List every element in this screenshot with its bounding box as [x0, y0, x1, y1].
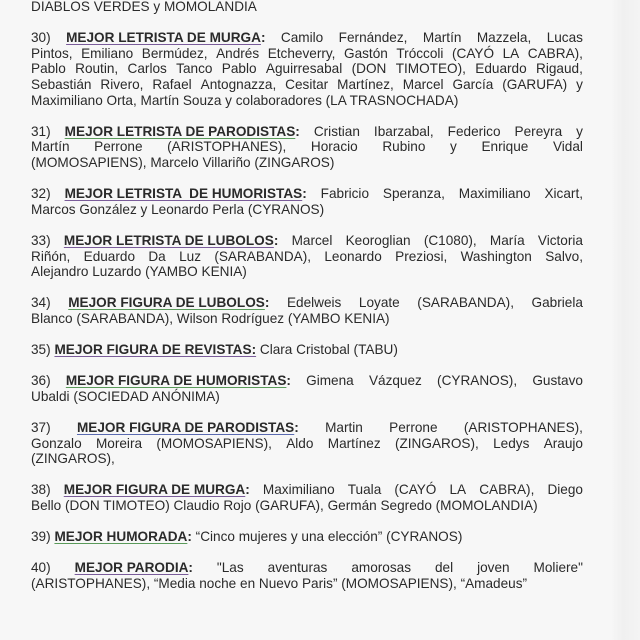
- word: Pablo: [31, 61, 66, 77]
- word: (MOMOSAPIENS),: [156, 435, 272, 451]
- entry-number: 36): [31, 373, 51, 389]
- word: y: [576, 123, 583, 139]
- entry-number: 32): [31, 186, 51, 202]
- word: Moliere": [533, 560, 583, 576]
- award-entry: [31, 342, 583, 358]
- word: LA: [502, 45, 520, 61]
- entry-nominees: “Cinco mujeres y una elección” (CYRANOS): [195, 529, 463, 545]
- word: del: [434, 560, 454, 576]
- word: Edelweis: [286, 295, 342, 311]
- entry-line: [31, 139, 583, 155]
- word: Etcheverry,: [267, 45, 336, 61]
- entry-nominees: Clara Cristobal (TABU): [259, 342, 398, 358]
- entry-first-line: [31, 124, 583, 140]
- word: Gimena: [306, 373, 354, 389]
- word: Enrique: [481, 139, 529, 155]
- document-page: [31, 0, 583, 592]
- word: Carlos: [127, 61, 167, 77]
- award-entry: [31, 124, 583, 171]
- entry-number: 38): [31, 482, 51, 498]
- word: Pintos,: [31, 45, 73, 61]
- award-entry: [31, 233, 583, 280]
- awards-list: [31, 30, 583, 591]
- entry-colon: :: [264, 295, 270, 311]
- entry-category-title: MEJOR LETRISTA DE HUMORISTAS: [64, 186, 303, 202]
- word: Gabriela: [531, 295, 583, 311]
- entry-first-line: [31, 373, 583, 389]
- word: Eduardo: [83, 248, 136, 264]
- word: Loyate: [358, 295, 400, 311]
- scan-shadow: [612, 0, 640, 640]
- word: Cristian: [313, 123, 360, 139]
- word: Fabricio: [320, 186, 370, 202]
- award-entry: [31, 529, 583, 545]
- entry-number: 39): [31, 529, 51, 545]
- entry-category-title: MEJOR FIGURA DE MURGA: [63, 482, 246, 498]
- entry-category-title: MEJOR LETRISTA DE PARODISTAS: [64, 123, 296, 139]
- word: Maximiliano: [458, 186, 531, 202]
- word: Vázquez: [368, 373, 422, 389]
- word: Lucas: [546, 30, 583, 46]
- entry-line: Alejandro Luzardo (YAMBO KENIA): [31, 264, 247, 280]
- word: (CYRANOS),: [437, 373, 518, 389]
- entry-line: (MOMOSAPIENS), Marcelo Villariño (ZINGAROS): [31, 154, 335, 170]
- entry-line: (ARISTOPHANES), “Media noche en Nuevo Paris” (MOMOSAPIENS), “Amadeus”: [31, 575, 528, 591]
- word: Martín: [31, 139, 70, 155]
- word: Martínez,: [337, 76, 394, 92]
- word: Leonardo: [324, 248, 382, 264]
- entry-first-line: [31, 482, 583, 498]
- word: Speranza,: [382, 186, 445, 202]
- word: Diego: [547, 482, 583, 498]
- word: "Las: [216, 560, 244, 576]
- word: (SARABANDA),: [417, 295, 514, 311]
- entry-first-line: [31, 295, 583, 311]
- entry-colon: :: [302, 186, 307, 202]
- word: amorosas: [351, 560, 411, 576]
- intro-line: DIABLOS VERDES y MOMOLANDIA: [31, 0, 257, 14]
- word: (ZINGAROS),: [394, 435, 479, 451]
- word: Salvo,: [545, 248, 583, 264]
- award-entry: [31, 30, 583, 108]
- word: Rafael: [152, 76, 192, 92]
- word: Mazzela,: [476, 30, 532, 46]
- entry-colon: :: [260, 30, 266, 46]
- award-entry: [31, 186, 583, 217]
- word: Eduardo: [475, 61, 527, 77]
- word: Horacio: [310, 139, 358, 155]
- word: Aldo: [286, 435, 314, 451]
- entry-category-title: MEJOR FIGURA DE PARODISTAS: [76, 420, 295, 436]
- entry-colon: :: [294, 420, 299, 436]
- entry-category-title: MEJOR HUMORADA: [54, 529, 188, 545]
- word: Martin: [325, 420, 363, 436]
- word: Riñón,: [31, 248, 71, 264]
- entry-first-line: [31, 529, 583, 545]
- entry-line: Maximiliano Orta, Martín Souza y colaboradores (LA TRASNOCHADA): [31, 92, 459, 108]
- entry-category-title: MEJOR LETRISTA DE LUBOLOS: [63, 232, 274, 248]
- entry-first-line: [31, 186, 583, 202]
- word: Pablo: [221, 61, 257, 77]
- word: Marcel: [291, 232, 333, 248]
- award-entry: [31, 295, 583, 326]
- word: Maximiliano: [262, 482, 335, 498]
- word: (CAYÓ: [394, 482, 437, 498]
- entry-line: Bello (DON TIMOTEO) Claudio Rojo (GARUFA), Germán Segredo (MOMOLANDIA): [31, 498, 538, 513]
- entry-first-line: [31, 233, 583, 249]
- entry-category-title: MEJOR FIGURA DE LUBOLOS: [68, 295, 265, 311]
- word: (SARABANDA),: [214, 248, 312, 264]
- word: LA: [449, 482, 467, 498]
- word: Marcel: [402, 76, 444, 92]
- entry-colon: :: [286, 373, 291, 389]
- word: Gustavo: [532, 373, 583, 389]
- word: Tuala: [347, 482, 382, 498]
- entry-line: Blanco (SARABANDA), Wilson Rodríguez (YAMBO KENIA): [31, 310, 390, 326]
- entry-colon: :: [295, 123, 300, 139]
- entry-number: 35): [31, 342, 51, 358]
- word: Bermúdez,: [141, 45, 208, 61]
- word: (ARISTOPHANES),: [463, 420, 583, 436]
- word: Andrés: [216, 45, 260, 61]
- word: Fernández,: [338, 30, 408, 46]
- entry-line: Marcos González y Leonardo Perla (CYRANOS): [31, 201, 325, 217]
- entry-line: Ubaldi (SOCIEDAD ANÓNIMA): [31, 388, 220, 404]
- entry-number: 37): [31, 420, 51, 436]
- word: Antognazza,: [200, 76, 277, 92]
- word: Ledys: [493, 435, 530, 451]
- word: García: [452, 76, 494, 92]
- entry-colon: :: [188, 560, 193, 576]
- word: (ARISTOPHANES),: [167, 139, 287, 155]
- word: Preziosi,: [395, 248, 448, 264]
- word: TIMOTEO),: [395, 61, 466, 77]
- word: Gastón: [344, 45, 388, 61]
- word: Aguirresabal: [265, 61, 343, 77]
- word: Sebastián: [31, 76, 92, 92]
- entry-category-title: MEJOR FIGURA DE REVISTAS:: [54, 342, 257, 358]
- entry-line: (ZINGAROS),: [31, 451, 115, 467]
- award-entry: [31, 482, 583, 513]
- award-entry: [31, 420, 583, 467]
- word: Gonzalo: [31, 435, 82, 451]
- word: Martínez: [327, 435, 381, 451]
- entry-colon: :: [245, 482, 250, 498]
- entry-line: [31, 249, 583, 265]
- word: Camilo: [280, 30, 324, 46]
- word: Rivero,: [100, 76, 144, 92]
- word: joven: [477, 560, 510, 576]
- word: aventuras: [267, 560, 328, 576]
- word: Araujo: [543, 435, 583, 451]
- word: Routin,: [75, 61, 119, 77]
- word: Moreira: [95, 435, 143, 451]
- word: Da: [148, 248, 166, 264]
- entry-colon: :: [187, 529, 192, 545]
- entry-first-line: [31, 30, 583, 46]
- word: CABRA),: [527, 45, 583, 61]
- word: Cesitar: [285, 76, 329, 92]
- word: María: [489, 232, 525, 248]
- entry-category-title: MEJOR FIGURA DE HUMORISTAS: [65, 373, 287, 389]
- word: Keoroglian: [345, 232, 411, 248]
- entry-line: [31, 77, 583, 93]
- word: Ibarzabal,: [373, 123, 434, 139]
- entry-category-title: MEJOR LETRISTA DE MURGA: [66, 30, 261, 46]
- entry-category-title: MEJOR PARODIA: [74, 560, 189, 576]
- word: CABRA),: [479, 482, 535, 498]
- entry-number: 33): [31, 232, 51, 248]
- word: Victoria: [537, 232, 583, 248]
- word: Rigaud,: [536, 61, 583, 77]
- entry-number: 31): [31, 123, 51, 139]
- word: (C1080),: [423, 232, 477, 248]
- award-entry: [31, 373, 583, 404]
- word: y: [576, 76, 583, 92]
- word: Federico: [447, 123, 501, 139]
- entry-number: 34): [31, 295, 51, 311]
- word: Perrone: [94, 139, 143, 155]
- entry-first-line: [31, 342, 583, 358]
- word: Xicart,: [544, 186, 583, 202]
- word: (CAYÓ: [452, 45, 495, 61]
- word: Emiliano: [81, 45, 134, 61]
- entry-line: [31, 436, 583, 452]
- entry-first-line: [31, 560, 583, 576]
- word: Luz: [179, 248, 201, 264]
- word: Tróccoli: [396, 45, 444, 61]
- award-entry: [31, 560, 583, 591]
- word: Washington: [460, 248, 532, 264]
- word: Tanco: [176, 61, 213, 77]
- entry-line: [31, 46, 583, 62]
- entry-first-line: [31, 420, 583, 436]
- word: (DON: [351, 61, 387, 77]
- entry-line: [31, 61, 583, 77]
- word: Pereyra: [514, 123, 563, 139]
- word: Martín: [422, 30, 462, 46]
- word: y: [450, 139, 457, 155]
- word: Vidal: [552, 139, 583, 155]
- entry-colon: :: [273, 232, 279, 248]
- entry-number: 30): [31, 30, 51, 46]
- word: Rubino: [382, 139, 426, 155]
- entry-number: 40): [31, 560, 51, 576]
- word: (GARUFA): [502, 76, 568, 92]
- word: Perrone: [389, 420, 438, 436]
